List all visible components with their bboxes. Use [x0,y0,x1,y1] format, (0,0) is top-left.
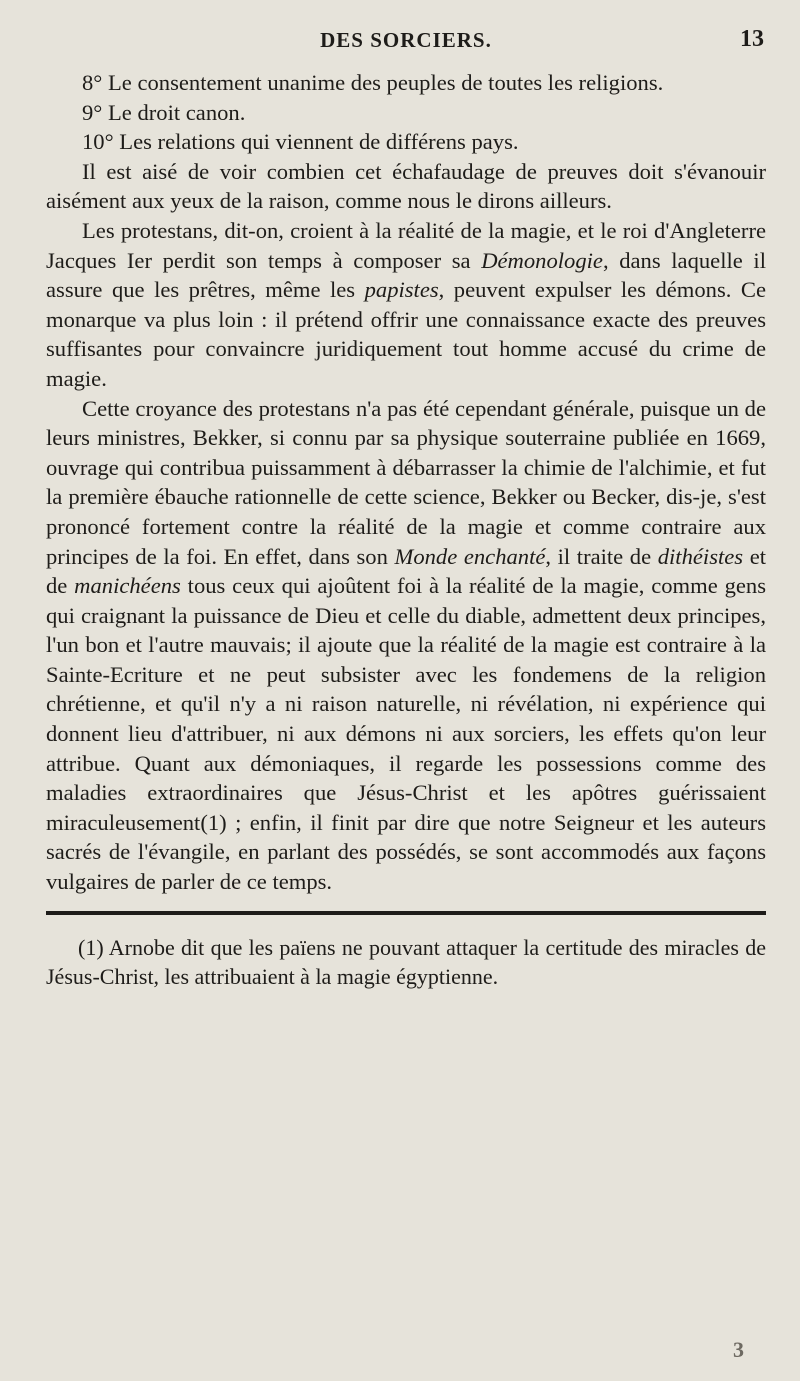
paragraph-protestans [46,216,766,394]
paragraph-list-item-10: 10° Les relations qui viennent de différens pays. [82,129,519,155]
term-papistes: papistes [364,277,439,303]
text-run: et de [46,543,766,599]
paragraph-list-item-9: 9° Le droit canon. [82,99,246,125]
running-title: DES SORCIERS. [320,28,492,52]
book-title-demonologie: Démonologie [481,247,603,273]
text-run: , peuvent expulser les démons. Ce monarque va plus loin : il prétend offrir une connaissance exacte des preuves suffisantes pour convaincre juridiquement tout homme accusé du crime de magie. [46,277,766,391]
body-text [46,68,766,897]
paragraph-list-item-8: 8° Le consentement unanime des peuples de toutes les religions. [82,70,664,95]
term-ditheistes: dithéistes [657,543,744,569]
page-number: 13 [740,26,764,52]
running-head [46,22,766,62]
text-run: Cette croyance des protestans n'a pas été cependant générale, puisque un de leurs ministres, Bekker, si connu par sa physique souterraine publiée en 1669, ouvrage qui contribua puissamment à débarrasser la chimie de l'alchimie, et fut la première ébauche rationnelle de cette science, Bekker ou Becker, dis-je, s'est prononcé fortement contre la réalité de la magie et comme contraire aux principes de la foi. En effet, dans son [46,395,766,569]
paragraph-echafaudage: Il est aisé de voir combien cet échafaudage de preuves doit s'évanouir aisément aux yeux de la raison, comme nous le dirons ailleurs. [46,158,766,214]
footnote-divider [46,911,766,915]
signature-mark: 3 [733,1337,744,1362]
text-run: tous ceux qui ajoûtent foi à la réalité de la magie, comme gens qui craignant la puissance de Dieu et celle du diable, admettent deux principes, l'un bon et l'autre mauvais; il ajoute que la réalité de la magie est contraire à la Sainte-Ecriture et ne peut subsister avec les fondemens de la religion chrétienne, et qu'il n'y a ni raison naturelle, ni révélation, ni expérience qui donnent lieu d'attribuer, ni aux démons ni aux sorciers, les effets qu'on leur attribue. Quant aux démoniaques, il regarde les possessions comme des maladies extraordinaires que Jésus-Christ et les apôtres guérissaient miraculeusement(1) ; enfin, il finit par dire que notre Seigneur et les auteurs sacrés de l'évangile, en parlant des possédés, se sont accommodés aux façons vulgaires de parler de ce temps. [46,573,766,895]
footnote: (1) Arnobe dit que les païens ne pouvant attaquer la certitude des miracles de Jésus-Christ, les attribuaient à la magie égyptienne. [46,934,766,989]
text-run: Les protestans, dit-on, croient à la réalité de la magie, et le roi d'Angleterre Jacques Ier perdit son temps à composer sa [46,217,766,273]
paragraph-bekker [46,394,766,897]
text-run: , dans laquelle il assure que les prêtres, même les [46,247,766,303]
book-title-monde-enchante: Monde enchanté [394,543,546,569]
term-manicheens: manichéens [74,573,181,599]
text-run: , il traite de [545,543,658,569]
